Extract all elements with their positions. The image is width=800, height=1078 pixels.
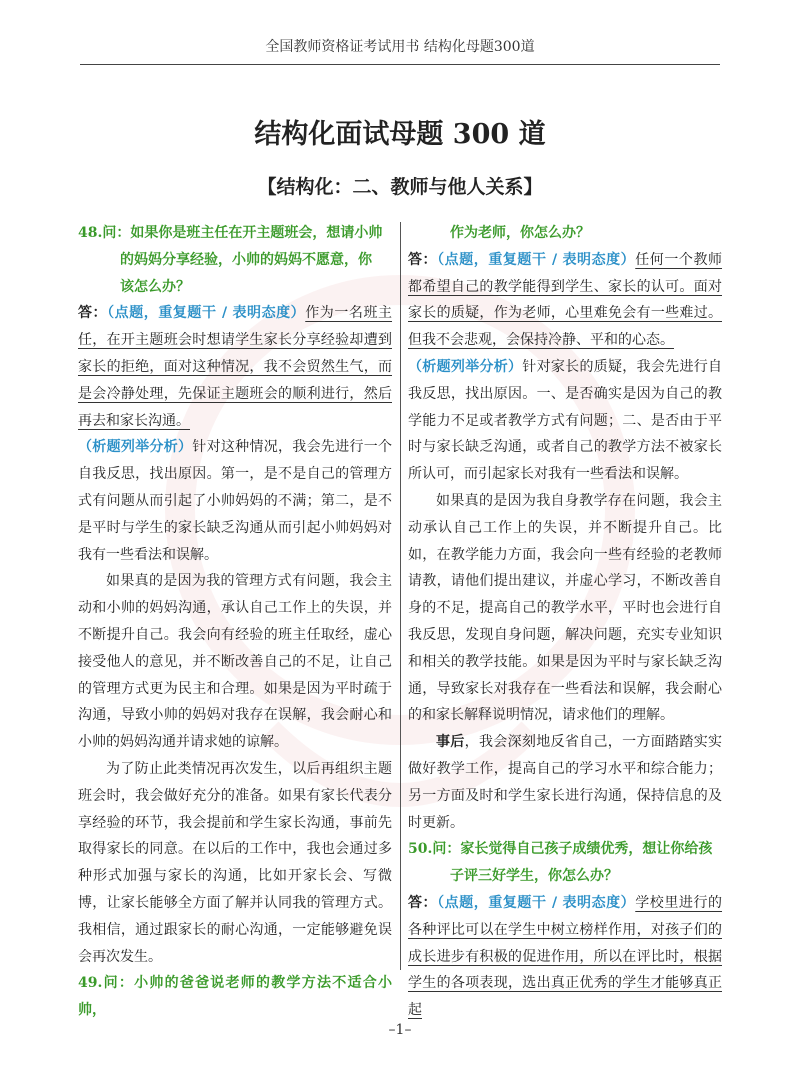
answer-label: 答：: [408, 251, 438, 268]
answer-49-para4: [408, 729, 722, 836]
answer-48-para3: 如果真的是因为我的管理方式有问题，我会主动和小帅的妈妈沟通，承认自己工作上的失误，并不断提升自己。我会向有经验的班主任取经，虚心接受他人的意见，并不断改善自己的不足，让自己的管理方式更为民主和合理。如果是因为平时疏于沟通，导致小帅的妈妈对我存在误解，我会耐心和小帅的妈妈沟通并请求她的谅解。: [78, 573, 392, 751]
question-49: [78, 970, 392, 1024]
answer-tag-analysis: （析题列举分析）: [408, 358, 523, 375]
answer-48-intro: [78, 300, 392, 434]
question-49-line1: 49.问：小帅的爸爸说老师的教学方法不适合小帅，: [78, 975, 392, 1019]
answer-49-para3: 如果真的是因为我自身教学存在问题，我会主动承认自己工作上的失误，并不断提升自己。比如，在教学能力方面，我会向一些有经验的老教师请教，请他们提出建议，并虚心学习，不断改善自身的不足，提高自己的教学水平，平时也会进行自我反思，发现自身问题，解决问题，充实专业知识和相关的教学技能。如果是因为平时与家长缺乏沟通，导致家长对我存在一些看法和误解，我会耐心的和家长解释说明情况，请求他们的理解。: [408, 492, 722, 724]
question-49-line2: 作为老师，你怎么办？: [450, 225, 590, 241]
answer-49-restate: 任何一个教师都希望自己的教学能得到学生、家长的认可。面对家长的质疑，作为老师，心里难免会有一些难过。但我不会悲观，会保持冷静、平和的心态。: [408, 251, 723, 349]
page-title: 结构化面试母题 300 道: [254, 119, 546, 150]
answer-49-para4-lead: 事后: [436, 734, 465, 751]
answer-tag-analysis: （析题列举分析）: [78, 439, 193, 456]
question-48: [78, 220, 392, 300]
answer-48-analysis-text: 针对这种情况，我会先进行一个自我反思，找出原因。第一，是不是自己的管理方式有问题从而引起了小帅妈妈的不满；第二，是不是平时与学生的家长缺乏沟通从而引起小帅妈妈对我有一些看法和误解。: [78, 439, 393, 563]
question-50-line1: 50.问：家长觉得自己孩子成绩优秀，想让你给孩: [408, 841, 713, 858]
answer-tag-restate: （点题，重复题干 / 表明态度）: [437, 894, 636, 911]
question-48-line3: 该怎么办？: [120, 278, 190, 295]
answer-49-intro: [408, 247, 722, 354]
answer-48-para4: 为了防止此类情况再次发生，以后再组织主题班会时，我会做好充分的准备。如果有家长代表分享经验的环节，我会提前和学生家长沟通，事前先取得家长的同意。在以后的工作中，我也会通过多种形式加强与家长的沟通，比如开家长会、写微博，让家长能够全方面了解并认同我的管理方式。我相信，通过跟家长的耐心沟通，一定能够避免误会再次发生。: [78, 760, 392, 965]
answer-49-analysis: [408, 354, 722, 488]
answer-48-restate: 作为一名班主任，在开主题班会时想请学生家长分享经验却遭到家长的拒绝，面对这种情况，我不会贸然生气，而是会冷静处理，先保证主题班会的顺利进行，然后再去和家长沟通。: [78, 305, 393, 429]
right-column: [408, 220, 722, 1024]
answer-50-intro: [408, 890, 722, 1024]
answer-tag-restate: （点题，重复题干 / 表明态度）: [437, 251, 636, 268]
column-divider: [400, 222, 401, 970]
question-49-cont: [408, 220, 722, 247]
left-column: [78, 220, 392, 1024]
answer-50-restate: 学校里进行的各种评比可以在学生中树立榜样作用，对孩子们的成长进步有积极的促进作用，所以在评比时，根据学生的各项表现，选出真正优秀的学生才能够真正起: [408, 894, 723, 1019]
page-header: 全国教师资格证考试用书 结构化母题300道: [80, 36, 720, 65]
question-50: [408, 836, 722, 890]
answer-48-analysis: [78, 434, 392, 568]
question-48-line1: 48.问：如果你是班主任在开主题班会，想请小帅: [78, 225, 383, 241]
page-number: –1–: [388, 1022, 412, 1038]
answer-49-para4-text: ，我会深刻地反省自己，一方面踏踏实实做好教学工作，提高自己的学习水平和综合能力；另一方面及时和学生家长进行沟通，保持信息的及时更新。: [408, 734, 723, 831]
answer-49-analysis-text: 针对家长的质疑，我会先进行自我反思，找出原因。一、是否确实是因为自己的教学能力不足或者教学方式有问题；二、是否由于平时与家长缺乏沟通，或者自己的教学方法不被家长所认可，而引起家长对我有一些看法和误解。: [408, 358, 723, 483]
answer-label: 答：: [408, 894, 438, 911]
question-50-line2: 子评三好学生，你怎么办？: [450, 868, 618, 885]
answer-tag-restate: （点题，重复题干 / 表明态度）: [107, 305, 306, 322]
question-48-line2: 的妈妈分享经验，小帅的妈妈不愿意，你: [120, 251, 372, 268]
answer-label: 答：: [78, 305, 108, 322]
section-subtitle: 【结构化：二、教师与他人关系】: [257, 176, 543, 198]
